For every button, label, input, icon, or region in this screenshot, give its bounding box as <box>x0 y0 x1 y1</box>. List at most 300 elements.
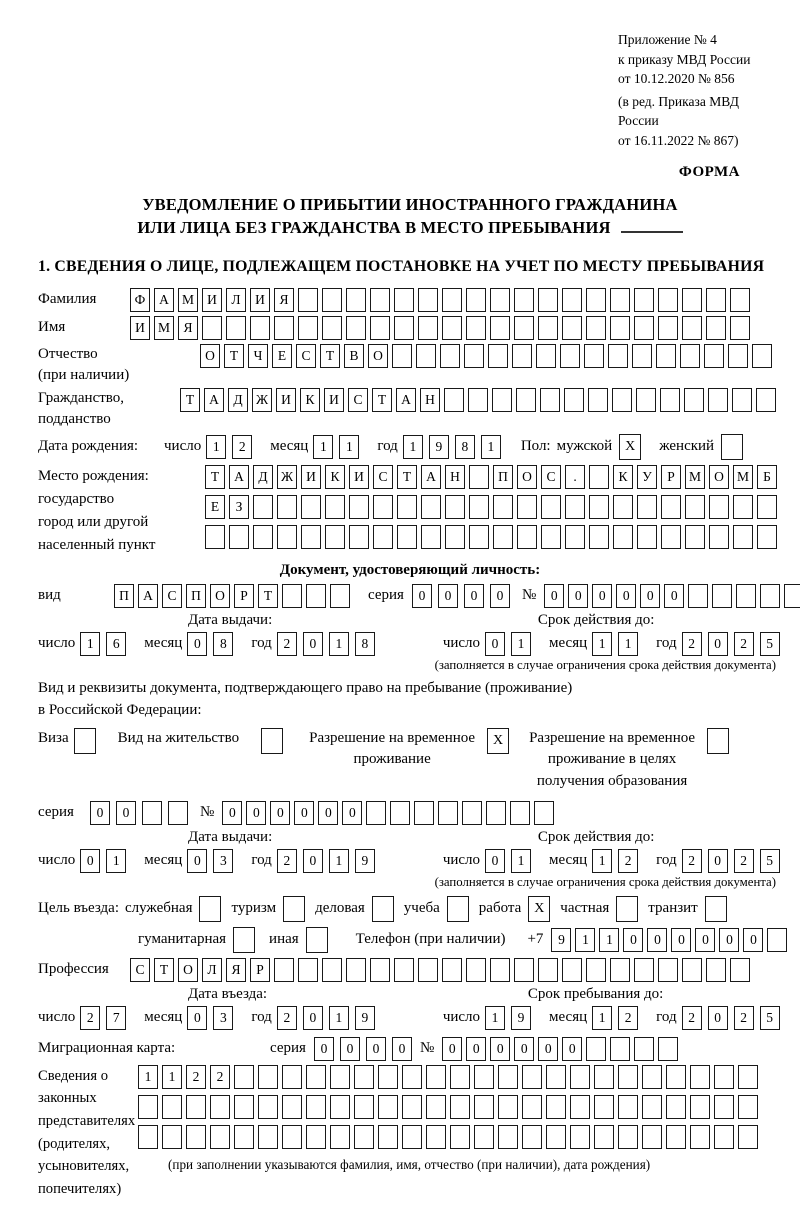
char-cell[interactable]: 1 <box>592 632 612 656</box>
char-cell[interactable] <box>706 288 726 312</box>
char-cell[interactable] <box>258 1125 278 1149</box>
char-cell[interactable]: 9 <box>355 1006 375 1030</box>
char-cell[interactable] <box>730 316 750 340</box>
char-cell[interactable] <box>474 1065 494 1089</box>
char-cell[interactable]: Л <box>226 288 246 312</box>
char-cell[interactable] <box>298 316 318 340</box>
char-cell[interactable] <box>444 388 464 412</box>
char-cell[interactable] <box>685 525 705 549</box>
char-cell[interactable]: С <box>162 584 182 608</box>
char-cell[interactable] <box>565 525 585 549</box>
char-cell[interactable]: А <box>154 288 174 312</box>
char-cell[interactable]: Я <box>274 288 294 312</box>
char-cell[interactable] <box>760 584 780 608</box>
char-cell[interactable] <box>534 801 554 825</box>
char-cell[interactable]: 1 <box>80 632 100 656</box>
char-cell[interactable] <box>589 525 609 549</box>
char-cell[interactable] <box>570 1125 590 1149</box>
char-cell[interactable] <box>421 495 441 519</box>
char-cell[interactable] <box>642 1065 662 1089</box>
char-cell[interactable] <box>440 344 460 368</box>
char-cell[interactable] <box>186 1095 206 1119</box>
char-cell[interactable] <box>234 1065 254 1089</box>
char-cell[interactable] <box>277 525 297 549</box>
char-cell[interactable] <box>586 288 606 312</box>
char-cell[interactable]: Т <box>154 958 174 982</box>
char-cell[interactable] <box>570 1095 590 1119</box>
char-cell[interactable] <box>658 958 678 982</box>
char-cell[interactable]: 3 <box>213 1006 233 1030</box>
char-cell[interactable]: Т <box>397 465 417 489</box>
char-cell[interactable]: 0 <box>303 849 323 873</box>
char-cell[interactable] <box>714 1095 734 1119</box>
char-cell[interactable]: 2 <box>734 849 754 873</box>
char-cell[interactable] <box>416 344 436 368</box>
char-cell[interactable] <box>680 344 700 368</box>
char-cell[interactable]: П <box>114 584 134 608</box>
char-cell[interactable]: О <box>517 465 537 489</box>
char-cell[interactable] <box>514 316 534 340</box>
char-cell[interactable]: Я <box>226 958 246 982</box>
char-cell[interactable] <box>538 958 558 982</box>
char-cell[interactable]: О <box>200 344 220 368</box>
char-cell[interactable]: 0 <box>466 1037 486 1061</box>
char-cell[interactable]: М <box>733 465 753 489</box>
char-cell[interactable]: А <box>421 465 441 489</box>
char-cell[interactable]: Д <box>228 388 248 412</box>
char-cell[interactable]: 1 <box>599 928 619 952</box>
char-cell[interactable]: Ф <box>130 288 150 312</box>
char-cell[interactable]: О <box>210 584 230 608</box>
char-cell[interactable]: Т <box>224 344 244 368</box>
char-cell[interactable]: О <box>368 344 388 368</box>
char-cell[interactable]: В <box>344 344 364 368</box>
gender-male-checkbox[interactable]: X <box>619 434 641 460</box>
char-cell[interactable]: 0 <box>616 584 636 608</box>
char-cell[interactable]: 0 <box>640 584 660 608</box>
char-cell[interactable] <box>426 1065 446 1089</box>
char-cell[interactable]: 1 <box>511 849 531 873</box>
char-cell[interactable] <box>512 344 532 368</box>
char-cell[interactable] <box>516 388 536 412</box>
char-cell[interactable] <box>282 1125 302 1149</box>
char-cell[interactable] <box>610 316 630 340</box>
char-cell[interactable] <box>390 801 410 825</box>
char-cell[interactable] <box>714 1125 734 1149</box>
char-cell[interactable]: 0 <box>80 849 100 873</box>
char-cell[interactable] <box>498 1125 518 1149</box>
char-cell[interactable] <box>510 801 530 825</box>
char-cell[interactable] <box>354 1125 374 1149</box>
char-cell[interactable]: 1 <box>106 849 126 873</box>
char-cell[interactable]: К <box>613 465 633 489</box>
char-cell[interactable]: 0 <box>592 584 612 608</box>
char-cell[interactable] <box>730 958 750 982</box>
char-cell[interactable]: П <box>186 584 206 608</box>
temporary-residence-education-checkbox[interactable] <box>707 728 729 754</box>
char-cell[interactable]: 0 <box>708 1006 728 1030</box>
char-cell[interactable] <box>450 1065 470 1089</box>
char-cell[interactable]: 0 <box>544 584 564 608</box>
char-cell[interactable]: 0 <box>719 928 739 952</box>
char-cell[interactable]: И <box>324 388 344 412</box>
char-cell[interactable]: 0 <box>514 1037 534 1061</box>
char-cell[interactable] <box>613 525 633 549</box>
char-cell[interactable]: Е <box>205 495 225 519</box>
char-cell[interactable] <box>450 1125 470 1149</box>
char-cell[interactable]: 2 <box>734 632 754 656</box>
char-cell[interactable]: Н <box>420 388 440 412</box>
char-cell[interactable] <box>298 958 318 982</box>
char-cell[interactable]: А <box>229 465 249 489</box>
char-cell[interactable]: 0 <box>90 801 110 825</box>
char-cell[interactable] <box>469 525 489 549</box>
char-cell[interactable] <box>205 525 225 549</box>
char-cell[interactable] <box>522 1065 542 1089</box>
char-cell[interactable] <box>498 1065 518 1089</box>
char-cell[interactable] <box>706 316 726 340</box>
char-cell[interactable] <box>522 1125 542 1149</box>
char-cell[interactable]: 0 <box>695 928 715 952</box>
char-cell[interactable] <box>732 388 752 412</box>
char-cell[interactable] <box>258 1065 278 1089</box>
char-cell[interactable]: 0 <box>412 584 432 608</box>
purpose-work-checkbox[interactable]: X <box>528 896 550 922</box>
char-cell[interactable] <box>517 495 537 519</box>
char-cell[interactable] <box>274 316 294 340</box>
char-cell[interactable] <box>346 316 366 340</box>
char-cell[interactable]: 1 <box>592 1006 612 1030</box>
char-cell[interactable] <box>733 525 753 549</box>
char-cell[interactable] <box>562 958 582 982</box>
char-cell[interactable] <box>538 316 558 340</box>
char-cell[interactable] <box>661 525 681 549</box>
char-cell[interactable] <box>493 495 513 519</box>
char-cell[interactable] <box>784 584 800 608</box>
char-cell[interactable]: 0 <box>303 632 323 656</box>
char-cell[interactable]: И <box>130 316 150 340</box>
char-cell[interactable] <box>706 958 726 982</box>
char-cell[interactable]: 7 <box>106 1006 126 1030</box>
char-cell[interactable]: Е <box>272 344 292 368</box>
char-cell[interactable]: 0 <box>464 584 484 608</box>
char-cell[interactable]: 0 <box>366 1037 386 1061</box>
temporary-residence-checkbox[interactable]: X <box>487 728 509 754</box>
char-cell[interactable]: Ж <box>277 465 297 489</box>
char-cell[interactable]: 1 <box>511 632 531 656</box>
char-cell[interactable] <box>349 495 369 519</box>
char-cell[interactable]: 2 <box>210 1065 230 1089</box>
char-cell[interactable] <box>418 288 438 312</box>
char-cell[interactable] <box>373 495 393 519</box>
char-cell[interactable] <box>378 1095 398 1119</box>
char-cell[interactable]: 0 <box>340 1037 360 1061</box>
char-cell[interactable]: Б <box>757 465 777 489</box>
char-cell[interactable] <box>210 1125 230 1149</box>
purpose-study-checkbox[interactable] <box>447 896 469 922</box>
char-cell[interactable]: 0 <box>246 801 266 825</box>
char-cell[interactable]: . <box>565 465 585 489</box>
purpose-other-checkbox[interactable] <box>306 927 328 953</box>
char-cell[interactable] <box>730 288 750 312</box>
char-cell[interactable] <box>306 1065 326 1089</box>
char-cell[interactable]: 0 <box>318 801 338 825</box>
char-cell[interactable]: 0 <box>222 801 242 825</box>
char-cell[interactable] <box>414 801 434 825</box>
char-cell[interactable]: С <box>130 958 150 982</box>
char-cell[interactable]: С <box>296 344 316 368</box>
char-cell[interactable]: 5 <box>760 849 780 873</box>
char-cell[interactable] <box>354 1095 374 1119</box>
char-cell[interactable]: 0 <box>708 632 728 656</box>
char-cell[interactable] <box>282 584 302 608</box>
char-cell[interactable] <box>322 288 342 312</box>
char-cell[interactable] <box>490 958 510 982</box>
char-cell[interactable] <box>636 388 656 412</box>
char-cell[interactable]: 0 <box>485 849 505 873</box>
char-cell[interactable] <box>709 495 729 519</box>
char-cell[interactable] <box>586 316 606 340</box>
char-cell[interactable]: 1 <box>329 632 349 656</box>
char-cell[interactable] <box>564 388 584 412</box>
char-cell[interactable]: О <box>178 958 198 982</box>
char-cell[interactable] <box>684 388 704 412</box>
char-cell[interactable]: Ч <box>248 344 268 368</box>
char-cell[interactable] <box>594 1125 614 1149</box>
char-cell[interactable] <box>642 1095 662 1119</box>
char-cell[interactable]: Р <box>661 465 681 489</box>
char-cell[interactable] <box>397 525 417 549</box>
char-cell[interactable] <box>394 958 414 982</box>
char-cell[interactable]: Я <box>178 316 198 340</box>
char-cell[interactable] <box>234 1095 254 1119</box>
char-cell[interactable]: Ж <box>252 388 272 412</box>
char-cell[interactable] <box>586 1037 606 1061</box>
char-cell[interactable] <box>442 316 462 340</box>
char-cell[interactable]: 5 <box>760 632 780 656</box>
char-cell[interactable]: 9 <box>429 435 449 459</box>
visa-checkbox[interactable] <box>74 728 96 754</box>
char-cell[interactable] <box>570 1065 590 1089</box>
char-cell[interactable] <box>346 958 366 982</box>
char-cell[interactable]: 5 <box>760 1006 780 1030</box>
char-cell[interactable] <box>634 1037 654 1061</box>
char-cell[interactable]: 0 <box>664 584 684 608</box>
char-cell[interactable] <box>325 525 345 549</box>
char-cell[interactable] <box>634 958 654 982</box>
char-cell[interactable] <box>562 316 582 340</box>
char-cell[interactable]: У <box>637 465 657 489</box>
char-cell[interactable]: 8 <box>213 632 233 656</box>
char-cell[interactable] <box>688 584 708 608</box>
char-cell[interactable] <box>418 958 438 982</box>
char-cell[interactable]: Т <box>205 465 225 489</box>
purpose-transit-checkbox[interactable] <box>705 896 727 922</box>
char-cell[interactable]: 6 <box>106 632 126 656</box>
char-cell[interactable]: 0 <box>485 632 505 656</box>
gender-female-checkbox[interactable] <box>721 434 743 460</box>
char-cell[interactable] <box>610 958 630 982</box>
char-cell[interactable] <box>370 288 390 312</box>
char-cell[interactable] <box>298 288 318 312</box>
char-cell[interactable] <box>560 344 580 368</box>
char-cell[interactable] <box>492 388 512 412</box>
char-cell[interactable]: 2 <box>682 1006 702 1030</box>
char-cell[interactable]: 0 <box>708 849 728 873</box>
char-cell[interactable]: Н <box>445 465 465 489</box>
char-cell[interactable] <box>656 344 676 368</box>
char-cell[interactable] <box>608 344 628 368</box>
char-cell[interactable]: 1 <box>329 1006 349 1030</box>
char-cell[interactable] <box>253 495 273 519</box>
purpose-tourism-checkbox[interactable] <box>283 896 305 922</box>
char-cell[interactable]: А <box>138 584 158 608</box>
char-cell[interactable] <box>690 1065 710 1089</box>
char-cell[interactable] <box>142 801 162 825</box>
char-cell[interactable] <box>536 344 556 368</box>
char-cell[interactable]: 0 <box>647 928 667 952</box>
char-cell[interactable]: 1 <box>138 1065 158 1089</box>
char-cell[interactable]: 9 <box>355 849 375 873</box>
char-cell[interactable]: 2 <box>277 849 297 873</box>
char-cell[interactable] <box>594 1065 614 1089</box>
char-cell[interactable] <box>162 1125 182 1149</box>
char-cell[interactable] <box>541 525 561 549</box>
char-cell[interactable] <box>682 288 702 312</box>
char-cell[interactable] <box>402 1095 422 1119</box>
char-cell[interactable] <box>634 288 654 312</box>
char-cell[interactable]: 9 <box>551 928 571 952</box>
char-cell[interactable]: 2 <box>80 1006 100 1030</box>
char-cell[interactable]: 0 <box>314 1037 334 1061</box>
char-cell[interactable]: 0 <box>490 584 510 608</box>
char-cell[interactable]: 0 <box>187 849 207 873</box>
char-cell[interactable] <box>728 344 748 368</box>
char-cell[interactable] <box>306 1095 326 1119</box>
char-cell[interactable]: 0 <box>438 584 458 608</box>
char-cell[interactable] <box>445 495 465 519</box>
char-cell[interactable]: С <box>373 465 393 489</box>
char-cell[interactable] <box>490 288 510 312</box>
char-cell[interactable]: М <box>154 316 174 340</box>
char-cell[interactable] <box>370 316 390 340</box>
char-cell[interactable] <box>330 584 350 608</box>
char-cell[interactable] <box>767 928 787 952</box>
purpose-official-checkbox[interactable] <box>199 896 221 922</box>
char-cell[interactable]: А <box>204 388 224 412</box>
char-cell[interactable]: И <box>301 465 321 489</box>
char-cell[interactable]: 0 <box>270 801 290 825</box>
char-cell[interactable] <box>738 1125 758 1149</box>
char-cell[interactable]: З <box>229 495 249 519</box>
char-cell[interactable] <box>402 1125 422 1149</box>
char-cell[interactable] <box>442 958 462 982</box>
char-cell[interactable] <box>658 316 678 340</box>
char-cell[interactable]: И <box>202 288 222 312</box>
char-cell[interactable] <box>736 584 756 608</box>
char-cell[interactable] <box>462 801 482 825</box>
char-cell[interactable]: 1 <box>329 849 349 873</box>
char-cell[interactable]: К <box>325 465 345 489</box>
char-cell[interactable] <box>394 288 414 312</box>
char-cell[interactable] <box>690 1095 710 1119</box>
char-cell[interactable] <box>394 316 414 340</box>
char-cell[interactable] <box>613 495 633 519</box>
char-cell[interactable] <box>540 388 560 412</box>
char-cell[interactable]: 2 <box>734 1006 754 1030</box>
char-cell[interactable]: 0 <box>671 928 691 952</box>
char-cell[interactable] <box>618 1095 638 1119</box>
char-cell[interactable] <box>666 1065 686 1089</box>
char-cell[interactable] <box>392 344 412 368</box>
char-cell[interactable]: 2 <box>682 632 702 656</box>
char-cell[interactable] <box>330 1065 350 1089</box>
char-cell[interactable] <box>757 525 777 549</box>
char-cell[interactable] <box>421 525 441 549</box>
char-cell[interactable]: 2 <box>186 1065 206 1089</box>
char-cell[interactable] <box>397 495 417 519</box>
char-cell[interactable] <box>469 495 489 519</box>
char-cell[interactable]: 0 <box>442 1037 462 1061</box>
char-cell[interactable] <box>234 1125 254 1149</box>
char-cell[interactable] <box>306 1125 326 1149</box>
char-cell[interactable]: 0 <box>116 801 136 825</box>
char-cell[interactable] <box>306 584 326 608</box>
char-cell[interactable] <box>738 1095 758 1119</box>
char-cell[interactable] <box>498 1095 518 1119</box>
char-cell[interactable] <box>277 495 297 519</box>
purpose-business-checkbox[interactable] <box>372 896 394 922</box>
char-cell[interactable] <box>541 495 561 519</box>
char-cell[interactable] <box>162 1095 182 1119</box>
char-cell[interactable] <box>474 1095 494 1119</box>
char-cell[interactable] <box>756 388 776 412</box>
char-cell[interactable] <box>690 1125 710 1149</box>
char-cell[interactable]: 0 <box>392 1037 412 1061</box>
char-cell[interactable]: 2 <box>682 849 702 873</box>
char-cell[interactable]: 8 <box>455 435 475 459</box>
char-cell[interactable]: 1 <box>481 435 501 459</box>
char-cell[interactable]: 0 <box>342 801 362 825</box>
char-cell[interactable]: И <box>276 388 296 412</box>
char-cell[interactable]: 2 <box>277 1006 297 1030</box>
char-cell[interactable] <box>138 1125 158 1149</box>
char-cell[interactable] <box>704 344 724 368</box>
char-cell[interactable] <box>370 958 390 982</box>
char-cell[interactable] <box>682 958 702 982</box>
char-cell[interactable]: 9 <box>511 1006 531 1030</box>
char-cell[interactable]: 1 <box>339 435 359 459</box>
char-cell[interactable]: 0 <box>743 928 763 952</box>
char-cell[interactable] <box>354 1065 374 1089</box>
char-cell[interactable] <box>733 495 753 519</box>
char-cell[interactable] <box>488 344 508 368</box>
char-cell[interactable] <box>468 388 488 412</box>
char-cell[interactable] <box>486 801 506 825</box>
char-cell[interactable] <box>589 495 609 519</box>
char-cell[interactable]: 0 <box>490 1037 510 1061</box>
char-cell[interactable]: 0 <box>303 1006 323 1030</box>
char-cell[interactable] <box>274 958 294 982</box>
char-cell[interactable]: Л <box>202 958 222 982</box>
char-cell[interactable] <box>634 316 654 340</box>
char-cell[interactable] <box>373 525 393 549</box>
char-cell[interactable] <box>658 1037 678 1061</box>
char-cell[interactable] <box>250 316 270 340</box>
char-cell[interactable] <box>258 1095 278 1119</box>
char-cell[interactable] <box>637 525 657 549</box>
char-cell[interactable] <box>438 801 458 825</box>
